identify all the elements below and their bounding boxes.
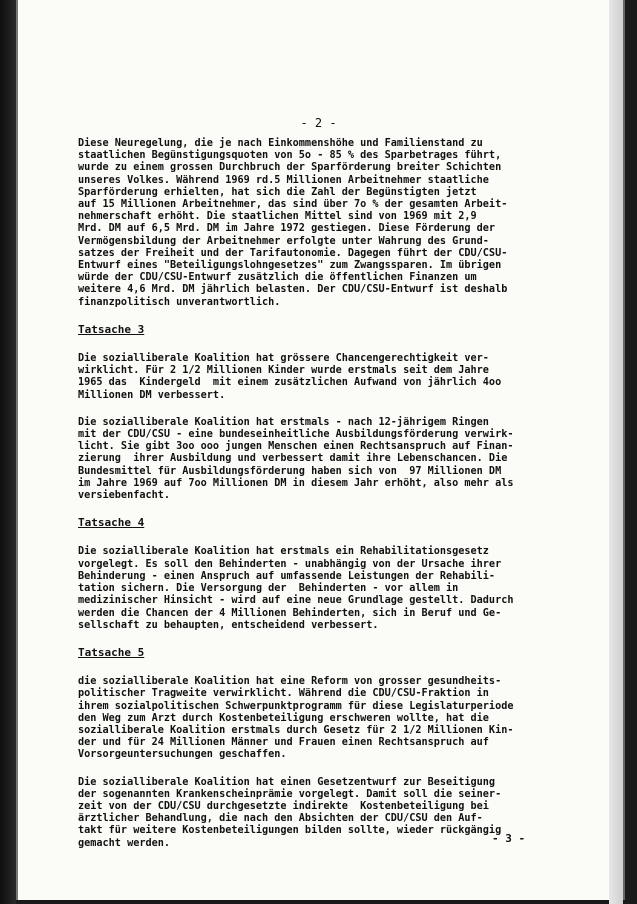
next-page-reference: - 3 - xyxy=(492,832,526,845)
document-body xyxy=(78,138,598,865)
section-heading-tatsache-4: Tatsache 4 xyxy=(78,516,145,530)
section-heading-tatsache-5: Tatsache 5 xyxy=(78,645,145,659)
binder-edge xyxy=(0,0,16,904)
section-5-paragraph-1: die sozialliberale Koalition hat eine Reform von grosser gesundheits- politischer Tragweite verwirklicht. Während die CDU/CSU-Fraktion in ihrem sozialpolitischen Schwerpunktprogramm für diese Legislaturperiode den Weg zum Arzt durch Kostenbeteiligung erschweren wollte, hat die sozialliberale Koalition erstmals durch Gesetz für 2 1/2 Millionen Kin- der und für 24 Millionen Männer und Frauen einen Rechtsanspruch auf Vorsorgeuntersuchungen geschaffen. xyxy=(78,676,514,761)
page-edge-shadow xyxy=(609,0,623,904)
section-5-paragraph-2: Die sozialliberale Koalition hat einen Gesetzentwurf zur Beseitigung der sogenannten Krankenscheinprämie vorgelegt. Damit soll die seiner- zeit von der CDU/CSU durchgesetzte indirekte Kostenbeteiligung bei ärztlicher Behandlung, die nach den Absichten der CDU/CSU den Auf- takt für weitere Kostenbeteiligungen bilden sollte, wieder rückgängig gemacht werden. xyxy=(78,776,502,849)
page-number: - 2 - xyxy=(300,116,337,130)
section-3-paragraph-2: Die sozialliberale Koalition hat erstmals - nach 12-jährigem Ringen mit der CDU/CSU - eine bundeseinheitliche Ausbildungsförderung verwirk- licht. Sie gibt 3oo ooo jungen Menschen einen Rechtsanspruch auf Finan- zierung ihrer Ausbildung und verbessert damit ihre Lebenschancen. Die Bundesmittel für Ausbildungsförderung haben sich von 97 Millionen DM im Jahre 1969 auf 7oo Millionen DM in diesem Jahr erhöht, also mehr als versiebenfacht. xyxy=(78,416,514,502)
section-3-paragraph-1: Die sozialliberale Koalition hat grössere Chancengerechtigkeit ver- wirklicht. Für 2 1/2 Millionen Kinder wurde erstmals seit dem Jahre 1965 das Kindergeld mit einem zusätzlichen Aufwand von jährlich 4oo Millionen DM verbessert. xyxy=(78,353,502,401)
section-4-paragraph-1: Die sozialliberale Koalition hat erstmals ein Rehabilitationsgesetz vorgelegt. Es soll den Behinderten - unabhängig von der Ursache ihrer Behinderung - einen Anspruch auf umfassende Leistungen der Rehabili- tation sichern. Die Versorgung der Behinderten - vor allem in medizinischer Hinsicht - wird auf eine neue Grundlage gestellt. Dadurch werden die Chancen der 4 Millionen Behinderten, sich in Beruf und Ge- sellschaft zu behaupten, entscheidend verbessert. xyxy=(78,546,514,631)
section-heading-tatsache-3: Tatsache 3 xyxy=(78,322,145,336)
intro-paragraph: Diese Neuregelung, die je nach Einkommenshöhe und Familienstand zu staatlichen Begünstigungsquoten von 5o - 85 % des Sparbetrages führt, wurde zu einem grossen Durchbruch der Sparförderung breiter Schichten unseres Volkes. Während 1969 rd.5 Millionen Arbeitnehmer staatliche Sparförderung erhielten, hat sich die Zahl der Begünstigten jetzt auf 15 Millionen Arbeitnehmer, das sind über 7o % der gesamten Arbeit- nehmerschaft erhöht. Die staatlichen Mittel sind von 1969 mit 2,9 Mrd. DM auf 6,5 Mrd. DM im Jahre 1972 gestiegen. Diese Förderung der Vermögensbildung der Arbeitnehmer erfolgte unter Wahrung des Grund- satzes der Freiheit und der Tarifautonomie. Dagegen führt der CDU/CSU- Entwurf eines "Beteiligungslohngesetzes" zum Zwangssparen. Im übrigen würde der CDU/CSU-Entwurf zusätzlich die öffentlichen Finanzen um weitere 4,6 Mrd. DM jährlich belasten. Der CDU/CSU-Entwurf ist deshalb finanzpolitisch unverantwortlich. xyxy=(78,138,508,308)
